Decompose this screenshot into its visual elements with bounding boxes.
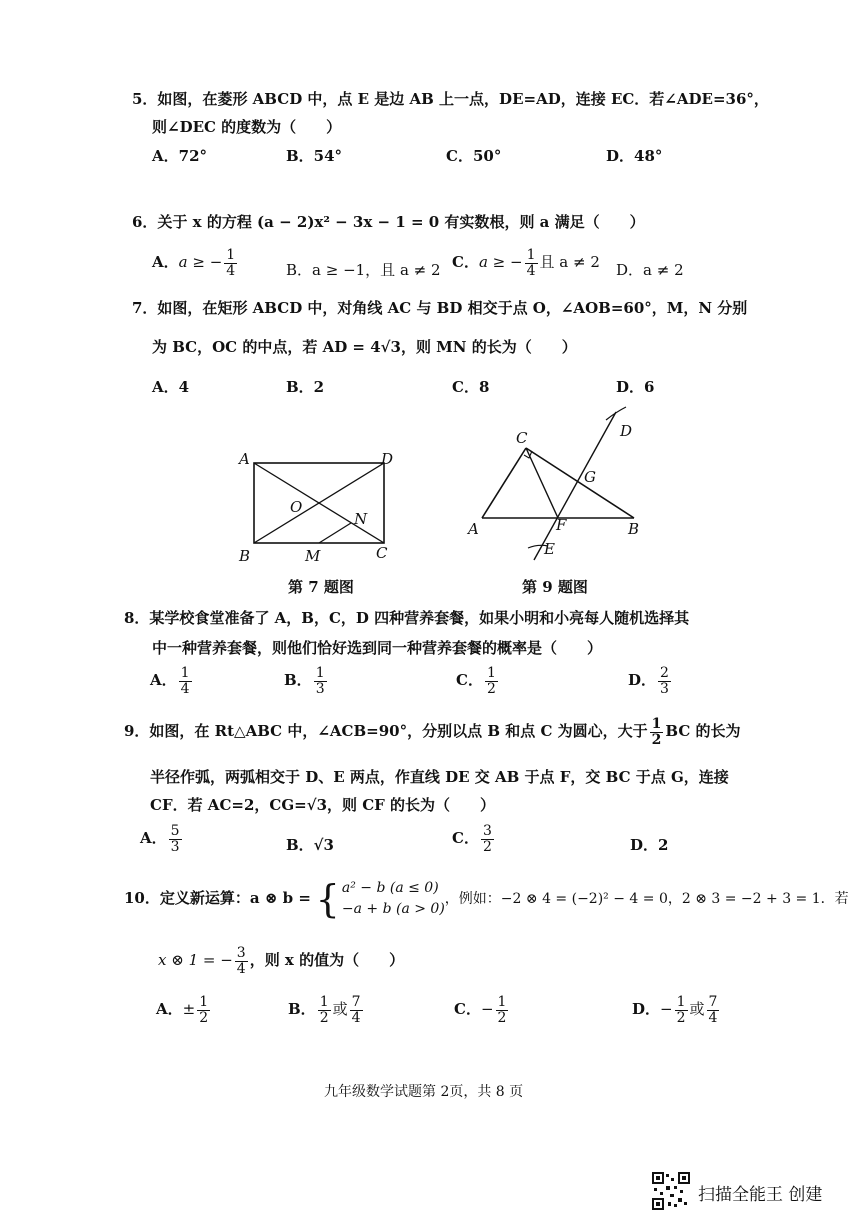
q9-option-a: A． $\frac{5}{3}$ [140, 823, 180, 855]
q7-option-c: C．8 [452, 378, 490, 396]
page-footer: 九年级数学试题第 2页，共 8 页 [324, 1084, 524, 1100]
q9-line3: CF．若 AC=2，CG=√3，则 CF 的长为（ ） [150, 796, 496, 814]
q7-line1: 7．如图，在矩形 ABCD 中，对角线 AC 与 BD 相交于点 O，∠AOB=60°，M，N 分别 [132, 299, 748, 317]
q5-line1: 5．如图，在菱形 ABCD 中，点 E 是边 AB 上一点，DE=AD，连接 EC．若∠ADE=36°， [132, 90, 769, 108]
fig9-label-a: A [468, 520, 479, 538]
q5-option-a: A．72° [152, 147, 208, 165]
q7-option-a: A．4 [152, 378, 190, 396]
fig9-label-e: E [544, 540, 555, 558]
q10-option-d: D．− $\frac{1}{2}$ 或 $\frac{7}{4}$ [632, 994, 718, 1026]
fig7-label-o: O [290, 498, 303, 516]
scanner-watermark: 扫描全能王 创建 [698, 1185, 823, 1205]
q7-line2: 为 BC，OC 的中点，若 AD = 4√3，则 MN 的长为（ ） [152, 338, 577, 356]
brace-icon: { [315, 877, 340, 921]
fig7-label-a: A [239, 450, 250, 468]
q5-option-d: D．48° [606, 147, 663, 165]
q5-option-c: C．50° [446, 147, 502, 165]
fig7-label-b: B [239, 547, 251, 565]
q7-option-d: D．6 [616, 378, 655, 396]
q7-option-b: B．2 [286, 378, 325, 396]
q10-option-c: C．− $\frac{1}{2}$ [454, 994, 507, 1026]
q5-option-b: B．54° [286, 147, 343, 165]
q8-option-c: C． $\frac{1}{2}$ [456, 665, 496, 697]
fig7-label-n: N [354, 510, 368, 528]
q6-option-c: C．a ≥ − $\frac{1}{4}$ 且 a ≠ 2 [452, 247, 600, 279]
q6-option-d: D．a ≠ 2 [616, 261, 684, 279]
q8-option-d: D． $\frac{2}{3}$ [628, 665, 669, 697]
figure-7-rectangle [230, 440, 410, 570]
figure-9-triangle [462, 398, 662, 568]
q8-option-a: A． $\frac{1}{4}$ [150, 665, 190, 697]
q10-line2: x ⊗ 1 = − $\frac{3}{4}$ ，则 x 的值为（ ） [158, 945, 405, 977]
fig9-label-g: G [584, 468, 596, 486]
figure-9-caption: 第 9 题图 [522, 578, 588, 596]
fig9-label-c: C [516, 429, 528, 447]
q10-line1: 10．定义新运算：a ⊗ b = { a² − b (a ≤ 0) −a + b (a > 0) ，例如：−2 ⊗ 4 = (−2)² − 4 = 0，2 ⊗ 3 = −2 + 3 = 1．若 [124, 877, 849, 921]
q8-line2: 中一种营养套餐，则他们恰好选到同一种营养套餐的概率是（ ） [152, 639, 603, 657]
q6-option-a: A．a ≥ − $\frac{1}{4}$ [152, 247, 236, 279]
q9-option-b: B．√3 [286, 836, 334, 854]
q9-line1: 9．如图，在 Rt△ABC 中，∠ACB=90°，分别以点 B 和点 C 为圆心，大于 $\frac{1}{2}$ BC 的长为 [124, 716, 741, 748]
q6-option-b: B．a ≥ −1，且 a ≠ 2 [286, 261, 441, 279]
q8-option-b: B． $\frac{1}{3}$ [284, 665, 325, 697]
q10-option-a: A．± $\frac{1}{2}$ [156, 994, 209, 1026]
fig9-label-b: B [628, 520, 640, 538]
figure-7-caption: 第 7 题图 [288, 578, 354, 596]
q9-option-d: D．2 [630, 836, 669, 854]
q5-line2: 则∠DEC 的度数为（ ） [152, 118, 342, 136]
q8-line1: 8．某学校食堂准备了 A，B，C，D 四种营养套餐，如果小明和小亮每人随机选择其 [124, 609, 690, 627]
fig7-label-d: D [381, 450, 394, 468]
q9-line2: 半径作弧，两弧相交于 D、E 两点，作直线 DE 交 AB 于点 F，交 BC 于点 G，连接 [150, 768, 729, 786]
fig9-label-f: F [556, 516, 567, 534]
q10-option-b: B． $\frac{1}{2}$ 或 $\frac{7}{4}$ [288, 994, 361, 1026]
qr-code-icon [652, 1172, 690, 1210]
fig7-label-m: M [305, 547, 321, 565]
q9-option-c: C． $\frac{3}{2}$ [452, 823, 492, 855]
fig7-label-c: C [376, 544, 388, 562]
fig9-label-d: D [620, 422, 633, 440]
q6-stem: 6．关于 x 的方程 (a − 2)x² − 3x − 1 = 0 有实数根，则 a 满足（ ） [132, 213, 645, 231]
